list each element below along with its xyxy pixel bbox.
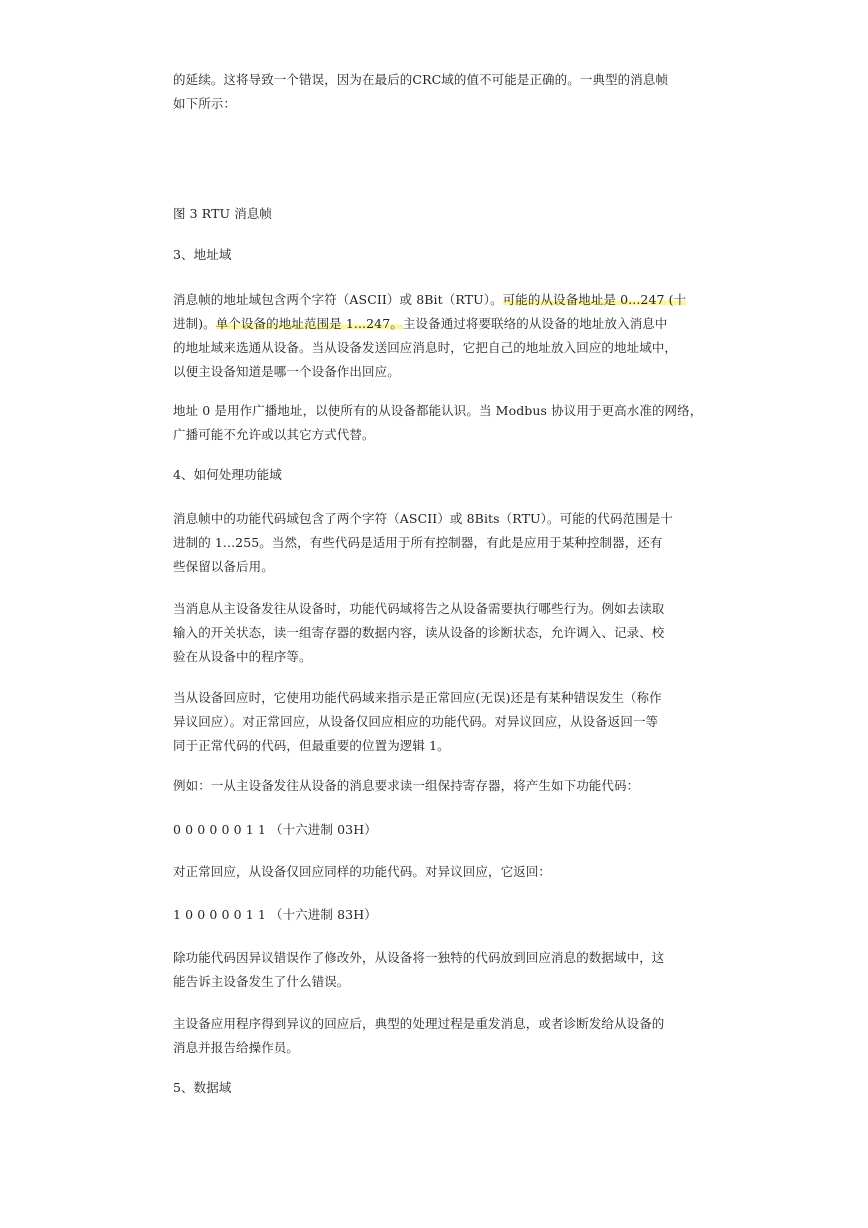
function-paragraph-2 xyxy=(173,597,693,669)
figure-caption: 图 3 RTU 消息帧 xyxy=(173,206,273,221)
master-line-1: 主设备应用程序得到异议的回应后，典型的处理过程是重发消息，或者诊断发给从设备的 xyxy=(173,1016,665,1031)
code-error: 1 0 0 0 0 0 1 1 （十六进制 83H） xyxy=(173,907,377,922)
function1-line-1: 消息帧中的功能代码域包含了两个字符（ASCII）或 8Bits（RTU）。可能的代码范围是十 xyxy=(173,511,673,526)
address-paragraph-2 xyxy=(173,399,703,447)
broadcast-line-2: 广播可能不允许或以其它方式代替。 xyxy=(173,427,375,442)
function-paragraph-3 xyxy=(173,686,693,758)
function2-line-1: 当消息从主设备发往从设备时，功能代码域将告之从设备需要执行哪些行为。例如去读取 xyxy=(173,601,665,616)
address-line-4: 以便主设备知道是哪一个设备作出回应。 xyxy=(173,364,400,379)
function1-line-3: 些保留以备后用。 xyxy=(173,559,274,574)
function3-line-3: 同于正常代码的代码，但最重要的位置为逻辑 1。 xyxy=(173,738,450,753)
address-line-3: 的地址域来选通从设备。当从设备发送回应消息时，它把自己的地址放入回应的地址域中， xyxy=(173,340,678,355)
function-paragraph-1 xyxy=(173,507,693,579)
exception-line-1: 除功能代码因异议错误作了修改外，从设备将一独特的代码放到回应消息的数据域中，这 xyxy=(173,950,665,965)
function2-line-3: 验在从设备中的程序等。 xyxy=(173,649,312,664)
exception-line-2: 能告诉主设备发生了什么错误。 xyxy=(173,974,350,989)
exception-paragraph xyxy=(173,946,693,994)
highlight-single-device-range: 单个设备的地址范围是 1...247。 xyxy=(215,316,403,331)
address-line-1 xyxy=(173,288,693,312)
intro-line-2: 如下所示： xyxy=(173,96,237,111)
master-line-2: 消息并报告给操作员。 xyxy=(173,1040,300,1055)
function1-line-2: 进制的 1...255。当然，有些代码是适用于所有控制器，有此是应用于某种控制器，还有 xyxy=(173,535,663,550)
code-normal: 0 0 0 0 0 0 1 1 （十六进制 03H） xyxy=(173,822,377,837)
section-heading-data: 5、数据域 xyxy=(173,1080,232,1095)
function2-line-2: 输入的开关状态，读一组寄存器的数据内容，读从设备的诊断状态，允许调入、记录、校 xyxy=(173,625,665,640)
example-paragraph: 例如：一从主设备发往从设备的消息要求读一组保持寄存器，将产生如下功能代码： xyxy=(173,778,640,793)
address-line-2 xyxy=(173,312,693,336)
intro-line-1: 的延续。这将导致一个错误，因为在最后的CRC域的值不可能是正确的。一典型的消息帧 xyxy=(173,72,669,87)
address-paragraph-1 xyxy=(173,288,693,384)
highlight-address-range: 可能的从设备地址是 0...247 (十 xyxy=(502,292,687,307)
address-line-2a: 进制)。 xyxy=(173,316,216,331)
normal-response-paragraph: 对正常回应，从设备仅回应同样的功能代码。对异议回应，它返回： xyxy=(173,864,552,879)
address-line-1a: 消息帧的地址域包含两个字符（ASCII）或 8Bit（RTU）。 xyxy=(173,292,503,307)
broadcast-line-1: 地址 0 是用作广播地址，以使所有的从设备都能认识。当 Modbus 协议用于更高水准的网络， xyxy=(173,403,703,418)
function3-line-2: 异议回应）。对正常回应，从设备仅回应相应的功能代码。对异议回应，从设备返回一等 xyxy=(173,714,659,729)
intro-paragraph xyxy=(173,68,693,116)
section-heading-function: 4、如何处理功能域 xyxy=(173,467,282,482)
section-heading-address: 3、地址域 xyxy=(173,247,232,262)
address-line-2c: 主设备通过将要联络的从设备的地址放入消息中 xyxy=(402,316,668,331)
master-paragraph xyxy=(173,1012,693,1060)
function3-line-1: 当从设备回应时，它使用功能代码域来指示是正常回应(无误)还是有某种错误发生（称作 xyxy=(173,690,662,705)
